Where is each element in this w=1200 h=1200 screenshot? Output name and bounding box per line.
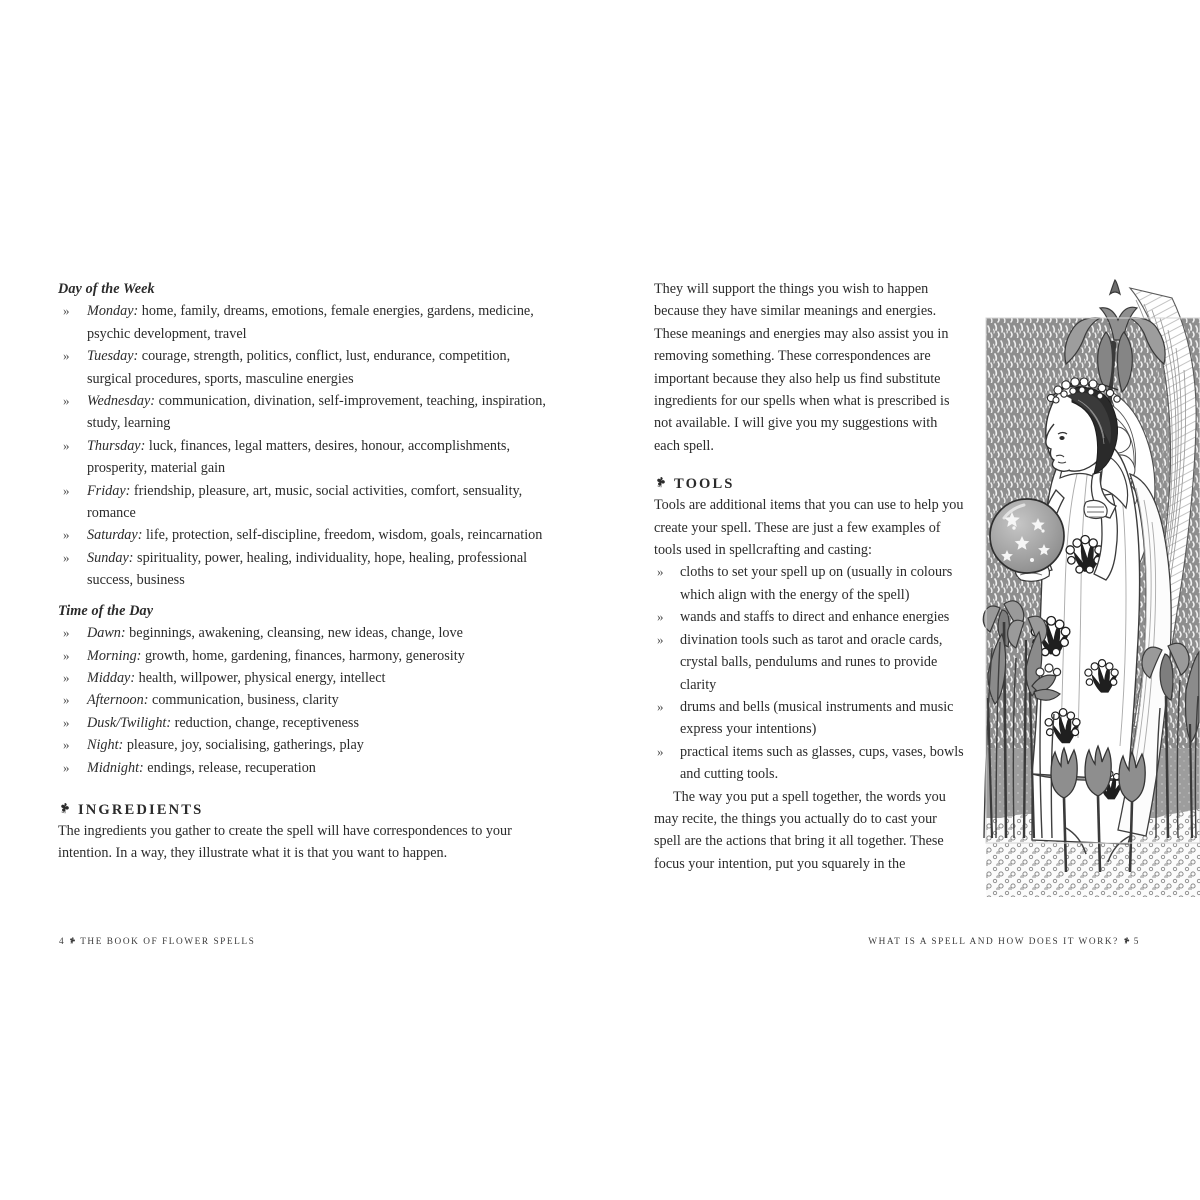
list-item-text: life, protection, self-discipline, freedom, wisdom, goals, reincarnation [142, 527, 543, 544]
bullet-marker: » [63, 527, 70, 543]
bullet-marker: » [63, 482, 70, 498]
list-item-text: drums and bells (musical instruments and music express your intentions) [680, 698, 954, 738]
list-item-term: Dusk/Twilight: [87, 714, 172, 731]
list-item-term: Morning: [87, 647, 142, 664]
day-of-the-week-list [58, 300, 546, 591]
left-page-column [58, 278, 546, 865]
list-item [654, 629, 966, 696]
closing-paragraph: The way you put a spell together, the words you may recite, the things you actually do to cast your spell are the actions that bring it all together. These focus your intention, put you squarely in the [654, 788, 946, 872]
list-item [58, 645, 546, 667]
bullet-marker: » [63, 437, 70, 453]
list-item [58, 390, 546, 435]
subheading-day-of-the-week: Day of the Week [58, 281, 155, 297]
list-item [58, 689, 546, 711]
flower-sprig-icon [1122, 936, 1131, 945]
list-item [58, 300, 546, 345]
list-item-text: courage, strength, politics, conflict, lust, endurance, competition, surgical procedures, sports, masculine energies [87, 348, 511, 387]
ingredients-paragraph: The ingredients you gather to create the spell will have correspondences to your intention. In a way, they illustrate what it is that you want to happen. [58, 822, 512, 862]
bullet-marker: » [63, 303, 70, 319]
flower-sprig-icon [68, 936, 77, 945]
list-item [58, 480, 546, 525]
bullet-marker: » [63, 625, 70, 641]
section-heading-ingredients [58, 801, 546, 819]
bullet-marker: » [657, 743, 664, 759]
flower-sprig-icon [654, 475, 668, 489]
list-item-term: Midnight: [87, 759, 144, 776]
list-item-text: friendship, pleasure, art, music, social activities, comfort, sensuality, romance [87, 482, 523, 522]
section-day-of-the-week [58, 278, 546, 592]
section-heading-label: TOOLS [674, 476, 735, 493]
right-page-column [654, 278, 966, 875]
footer-title: THE BOOK OF FLOWER SPELLS [80, 937, 256, 947]
list-item-term: Afternoon: [87, 692, 149, 709]
bullet-marker: » [657, 564, 664, 580]
list-item-term: Tuesday: [87, 348, 139, 365]
list-item-text: wands and staffs to direct and enhance energies [680, 609, 950, 626]
list-item [654, 606, 966, 628]
bullet-marker: » [657, 609, 664, 625]
list-item [58, 734, 546, 756]
footer-page-number: 4 [59, 937, 66, 947]
list-item-term: Night: [87, 737, 124, 754]
list-item-text: spirituality, power, healing, individuality, hope, healing, professional success, business [87, 549, 528, 589]
list-item-text: communication, divination, self-improvement, teaching, inspiration, study, learning [87, 393, 546, 432]
bullet-marker: » [63, 348, 70, 364]
section-heading-tools [654, 475, 966, 493]
list-item-text: reduction, change, receptiveness [171, 714, 359, 731]
list-item-text: practical items such as glasses, cups, vases, bowls and cutting tools. [680, 743, 964, 783]
bullet-marker: » [63, 647, 70, 663]
list-item [58, 712, 546, 734]
list-item [58, 435, 546, 480]
list-item-text: home, family, dreams, emotions, female energies, gardens, medicine, psychic development, travel [87, 303, 534, 342]
list-item-text: pleasure, joy, socialising, gatherings, play [123, 737, 364, 754]
list-item-term: Thursday: [87, 437, 146, 454]
list-item-term: Friday: [87, 482, 131, 499]
footer-left-page [59, 936, 255, 947]
list-item [58, 345, 546, 390]
tools-list [654, 561, 966, 785]
list-item [58, 757, 546, 779]
list-item-text: communication, business, clarity [148, 692, 339, 709]
bullet-marker: » [63, 669, 70, 685]
list-item-text: cloths to set your spell up on (usually in colours which align with the energy of the spell) [680, 564, 953, 603]
list-item-term: Saturday: [87, 527, 143, 544]
list-item [58, 667, 546, 689]
art-nouveau-winged-figure-illustration [980, 278, 1200, 897]
bullet-marker: » [63, 549, 70, 565]
list-item-term: Monday: [87, 303, 139, 320]
list-item-term: Wednesday: [87, 393, 156, 410]
footer-title: WHAT IS A SPELL AND HOW DOES IT WORK? [868, 937, 1119, 947]
bullet-marker: » [63, 714, 70, 730]
list-item [58, 524, 546, 546]
flower-sprig-icon [58, 801, 72, 815]
footer-right-page [868, 936, 1140, 947]
list-item [654, 561, 966, 606]
list-item [58, 622, 546, 644]
section-time-of-the-day [58, 600, 546, 779]
time-of-the-day-list [58, 622, 546, 779]
bullet-marker: » [63, 759, 70, 775]
list-item-text: luck, finances, legal matters, desires, honour, accomplishments, prosperity, material gain [87, 437, 510, 477]
bullet-marker: » [657, 698, 664, 714]
list-item [654, 696, 966, 741]
list-item-term: Midday: [87, 669, 136, 686]
bullet-marker: » [63, 393, 70, 409]
footer-page-number: 5 [1133, 937, 1140, 947]
bullet-marker: » [63, 737, 70, 753]
bullet-marker: » [657, 631, 664, 647]
list-item-text: beginnings, awakening, cleansing, new ideas, change, love [125, 625, 463, 642]
list-item-text: endings, release, recuperation [143, 759, 316, 776]
list-item [654, 741, 966, 786]
tools-intro-paragraph: Tools are additional items that you can use to help you create your spell. These are just a few examples of tools used in spellcrafting and casting: [654, 497, 964, 559]
list-item-text: health, willpower, physical energy, intellect [135, 669, 386, 686]
bullet-marker: » [63, 692, 70, 708]
intro-paragraph: They will support the things you wish to happen because they have similar meanings and energies. These meanings and energies may also assist you in removing something. These correspondences are important because they also help us find substitute ingredients for our spells when what is prescribed is not available. I will give you my suggestions with each spell. [654, 281, 950, 454]
list-item-term: Sunday: [87, 549, 134, 566]
subheading-time-of-the-day: Time of the Day [58, 602, 154, 619]
list-item-text: divination tools such as tarot and oracle cards, crystal balls, pendulums and runes to provide clarity [680, 631, 943, 693]
list-item-text: growth, home, gardening, finances, harmony, generosity [141, 647, 465, 664]
list-item-term: Dawn: [87, 625, 126, 642]
section-heading-label: INGREDIENTS [78, 801, 204, 818]
list-item [58, 547, 546, 592]
